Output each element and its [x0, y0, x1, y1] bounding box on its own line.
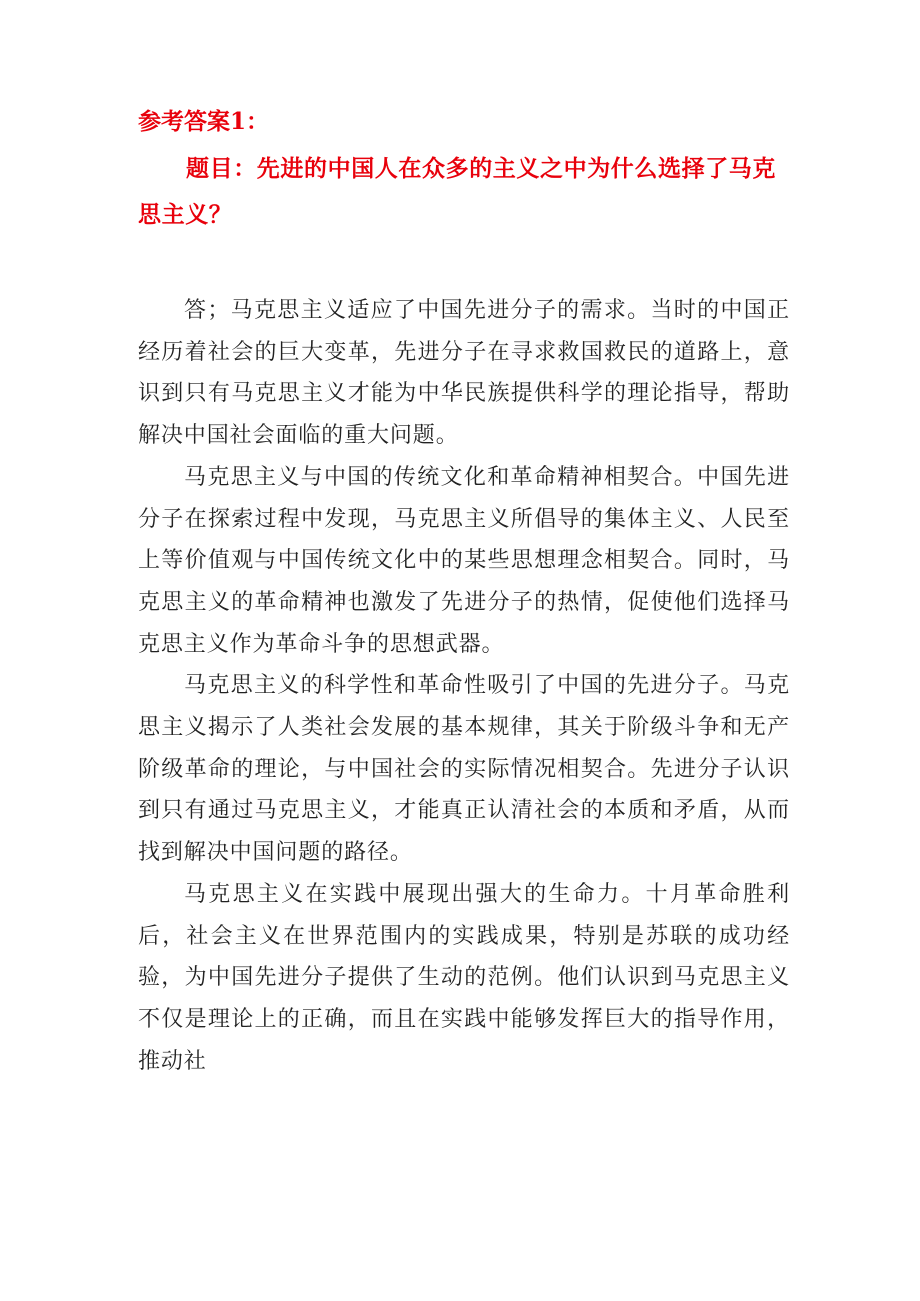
answer-paragraph-4: 马克思主义在实践中展现出强大的生命力。十月革命胜利后，社会主义在世界范围内的实践成果，特别是苏联的成功经验，为中国先进分子提供了生动的范例。他们认识到马克思主义不仅是理论上的正确，而且在实践中能够发挥巨大的指导作用，推动社	[138, 881, 790, 1074]
answer-paragraph-2: 马克思主义与中国的传统文化和革命精神相契合。中国先进分子在探索过程中发现，马克思主义所倡导的集体主义、人民至上等价值观与中国传统文化中的某些思想理念相契合。同时，马克思主义的革命精神也激发了先进分子的热情，促使他们选择马克思主义作为革命斗争的思想武器。	[138, 464, 790, 657]
answer-body	[138, 290, 790, 1082]
answer-paragraph-1: 答；马克思主义适应了中国先进分子的需求。当时的中国正经历着社会的巨大变革，先进分子在寻求救国救民的道路上，意识到只有马克思主义才能为中华民族提供科学的理论指导，帮助解决中国社会面临的重大问题。	[138, 298, 790, 449]
answer-label: 参考答案1：	[138, 108, 270, 135]
question-heading: 题目：先进的中国人在众多的主义之中为什么选择了马克思主义？	[138, 156, 776, 228]
answer-paragraph-3: 马克思主义的科学性和革命性吸引了中国的先进分子。马克思主义揭示了人类社会发展的基本规律，其关于阶级斗争和无产阶级革命的理论，与中国社会的实际情况相契合。先进分子认识到只有通过马克思主义，才能真正认清社会的本质和矛盾，从而找到解决中国问题的路径。	[138, 673, 790, 866]
